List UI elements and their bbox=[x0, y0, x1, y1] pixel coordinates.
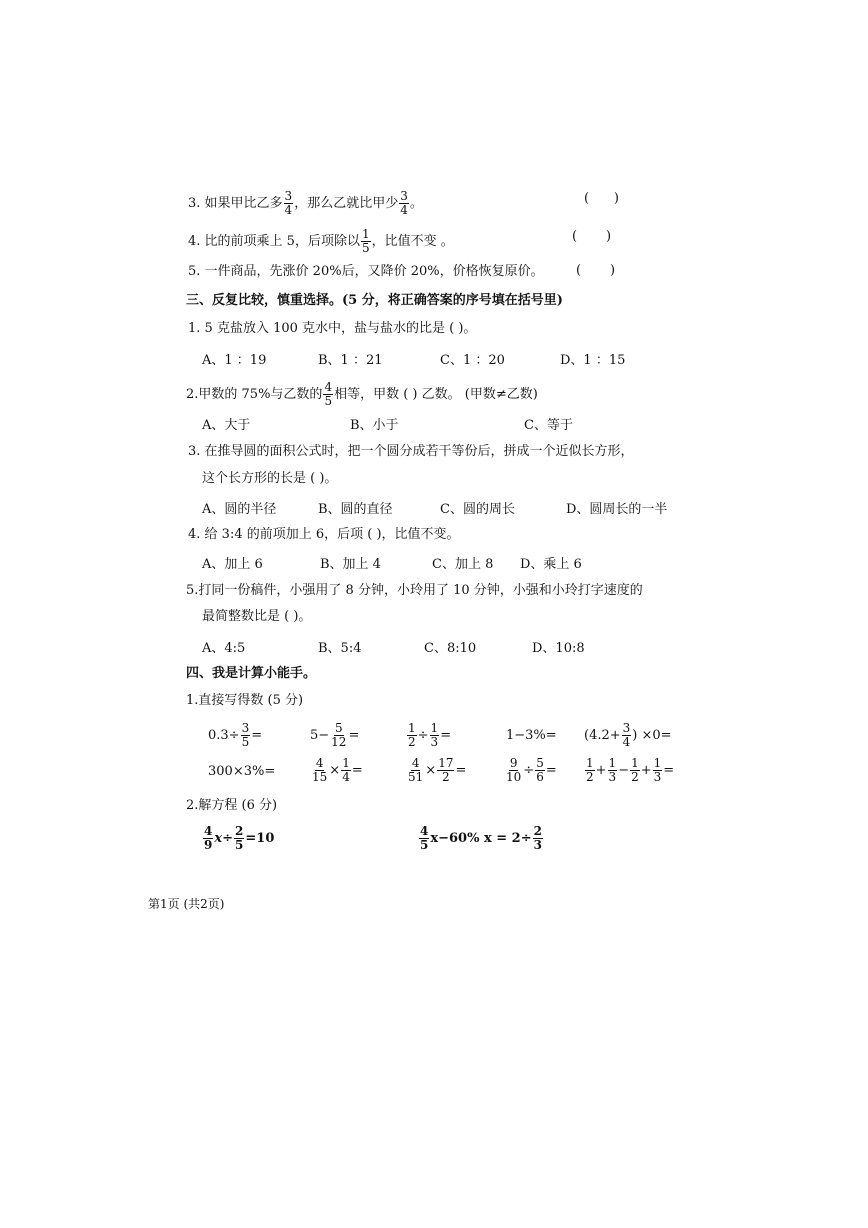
option-b[interactable]: B、加上 4 bbox=[320, 557, 381, 572]
fraction: $\frac{4}{5}$ bbox=[420, 824, 429, 852]
page-footer: 第1页 (共2页) bbox=[148, 897, 225, 911]
option-c[interactable]: C、1 ：20 bbox=[440, 353, 505, 368]
option-d[interactable]: D、圆周长的一半 bbox=[566, 502, 668, 517]
fraction: $\frac{5}{12}$ bbox=[331, 721, 347, 749]
fraction: $\frac{4}{51}$ bbox=[408, 756, 424, 784]
calc-item: 5− $\frac{5}{12}$ = bbox=[310, 721, 360, 749]
equation-2: $\frac{4}{5}$ x−60% x = 2÷ $\frac{2}{3}$ bbox=[420, 824, 542, 852]
fraction: $\frac{17}{2}$ bbox=[438, 756, 454, 784]
fraction: $\frac{1}{3}$ bbox=[430, 721, 439, 749]
calc-item: (4.2+ $\frac{3}{4}$ ) ×0= bbox=[584, 721, 672, 749]
calc-item: 1−3%= bbox=[506, 728, 557, 743]
fraction: $\frac{3}{5}$ bbox=[241, 721, 250, 749]
option-b[interactable]: B、圆的直径 bbox=[318, 502, 393, 517]
option-c[interactable]: C、加上 8 bbox=[432, 557, 494, 572]
calc-item: 0.3÷ $\frac{3}{5}$ = bbox=[208, 721, 263, 749]
section-heading: 四、我是计算小能手。 bbox=[186, 666, 317, 681]
fraction: $\frac{1}{3}$ bbox=[608, 756, 617, 784]
fraction: $\frac{4}{5}$ bbox=[324, 380, 333, 408]
option-a[interactable]: A、加上 6 bbox=[202, 557, 263, 572]
fraction: $\frac{3}{4}$ bbox=[622, 721, 631, 749]
fraction: $\frac{1}{2}$ bbox=[631, 756, 639, 784]
option-b[interactable]: B、1 ：21 bbox=[318, 353, 383, 368]
option-a[interactable]: A、大于 bbox=[202, 418, 251, 433]
section-heading: 三、反复比较，慎重选择。(5 分，将正确答案的序号填在括号里) bbox=[186, 293, 563, 308]
option-b[interactable]: B、5:4 bbox=[318, 641, 362, 656]
calc-item: 300×3%= bbox=[208, 764, 276, 779]
answer-paren[interactable]: ( ) bbox=[572, 229, 612, 244]
sub-heading: 2.解方程 (6 分) bbox=[186, 798, 278, 813]
equation-1: $\frac{4}{9}$ x÷ $\frac{2}{5}$ =10 bbox=[204, 824, 275, 852]
sub-heading: 1.直接写得数 (5 分) bbox=[186, 693, 304, 708]
answer-paren[interactable]: ( ) bbox=[584, 191, 619, 206]
option-c[interactable]: C、等于 bbox=[524, 418, 573, 433]
answer-paren[interactable]: ( ) bbox=[576, 263, 616, 278]
fraction: $\frac{1}{5}$ bbox=[361, 227, 370, 255]
fraction: $\frac{4}{9}$ bbox=[204, 824, 213, 852]
option-a[interactable]: A、圆的半径 bbox=[202, 502, 277, 517]
option-b[interactable]: B、小于 bbox=[350, 418, 399, 433]
judge-q4-text: 4. 比的前项乘上 5，后项除以 bbox=[188, 234, 360, 249]
fraction: $\frac{1}{2}$ bbox=[586, 756, 594, 784]
fraction: $\frac{1}{2}$ bbox=[408, 721, 416, 749]
fraction: $\frac{3}{4}$ bbox=[284, 189, 293, 217]
calc-item: $\frac{1}{2}$ ÷ $\frac{1}{3}$ = bbox=[408, 721, 452, 749]
fraction: $\frac{9}{10}$ bbox=[506, 756, 522, 784]
option-d[interactable]: D、10:8 bbox=[532, 641, 585, 656]
fraction: $\frac{2}{5}$ bbox=[235, 824, 244, 852]
calc-item: $\frac{4}{51}$ × $\frac{17}{2}$ = bbox=[408, 756, 467, 784]
calc-item: $\frac{4}{15}$ × $\frac{1}{4}$ = bbox=[312, 756, 363, 784]
judge-q5: 5. 一件商品，先涨价 20%后，又降价 20%，价格恢复原价。 bbox=[188, 264, 544, 279]
choice-q2: 2.甲数的 75%与乙数的 $\frac{4}{5}$ 相等，甲数 ( ) 乙数。 (甲数≠乙数) bbox=[186, 380, 538, 408]
option-a[interactable]: A、1 ：19 bbox=[202, 353, 267, 368]
choice-q5-line2: 最简整数比是 ( )。 bbox=[202, 609, 312, 624]
fraction: $\frac{3}{4}$ bbox=[400, 189, 408, 217]
option-d[interactable]: D、乘上 6 bbox=[520, 557, 582, 572]
fraction: $\frac{4}{15}$ bbox=[312, 756, 328, 784]
judge-q3-mid: ，那么乙就比甲少 bbox=[294, 196, 399, 211]
choice-q2-text: 2.甲数的 75%与乙数的 bbox=[186, 387, 323, 402]
option-c[interactable]: C、8:10 bbox=[424, 641, 477, 656]
choice-q1: 1. 5 克盐放入 100 克水中，盐与盐水的比是 ( )。 bbox=[188, 321, 477, 336]
calc-item: $\frac{9}{10}$ ÷ $\frac{5}{6}$ = bbox=[506, 756, 557, 784]
option-a[interactable]: A、4:5 bbox=[202, 641, 246, 656]
judge-q3-text: 3. 如果甲比乙多 bbox=[188, 196, 283, 211]
fraction: $\frac{5}{6}$ bbox=[536, 756, 544, 784]
judge-q3: 3. 如果甲比乙多 $\frac{3}{4}$ ，那么乙就比甲少 $\frac{3}{4}$ 。 bbox=[188, 189, 423, 217]
option-d[interactable]: D、1 ：15 bbox=[560, 353, 626, 368]
choice-q4: 4. 给 3:4 的前项加上 6，后项 ( )，比值不变。 bbox=[188, 527, 460, 542]
judge-q4: 4. 比的前项乘上 5，后项除以 $\frac{1}{5}$ ，比值不变 。 bbox=[188, 227, 454, 255]
calc-item: $\frac{1}{2}$ + $\frac{1}{3}$ − $\frac{1}{2}$ + $\frac{1}{3}$ = bbox=[586, 756, 675, 784]
choice-q3-line2: 这个长方形的长是 ( )。 bbox=[202, 471, 338, 486]
option-c[interactable]: C、圆的周长 bbox=[440, 502, 515, 517]
fraction: $\frac{1}{3}$ bbox=[653, 756, 662, 784]
fraction: $\frac{1}{4}$ bbox=[342, 756, 350, 784]
fraction: $\frac{2}{3}$ bbox=[533, 824, 542, 852]
choice-q5-line1: 5.打同一份稿件，小强用了 8 分钟，小玲用了 10 分钟，小强和小玲打字速度的 bbox=[186, 583, 643, 598]
choice-q3-line1: 3. 在推导圆的面积公式时，把一个圆分成若干等份后，拼成一个近似长方形， bbox=[188, 444, 634, 459]
